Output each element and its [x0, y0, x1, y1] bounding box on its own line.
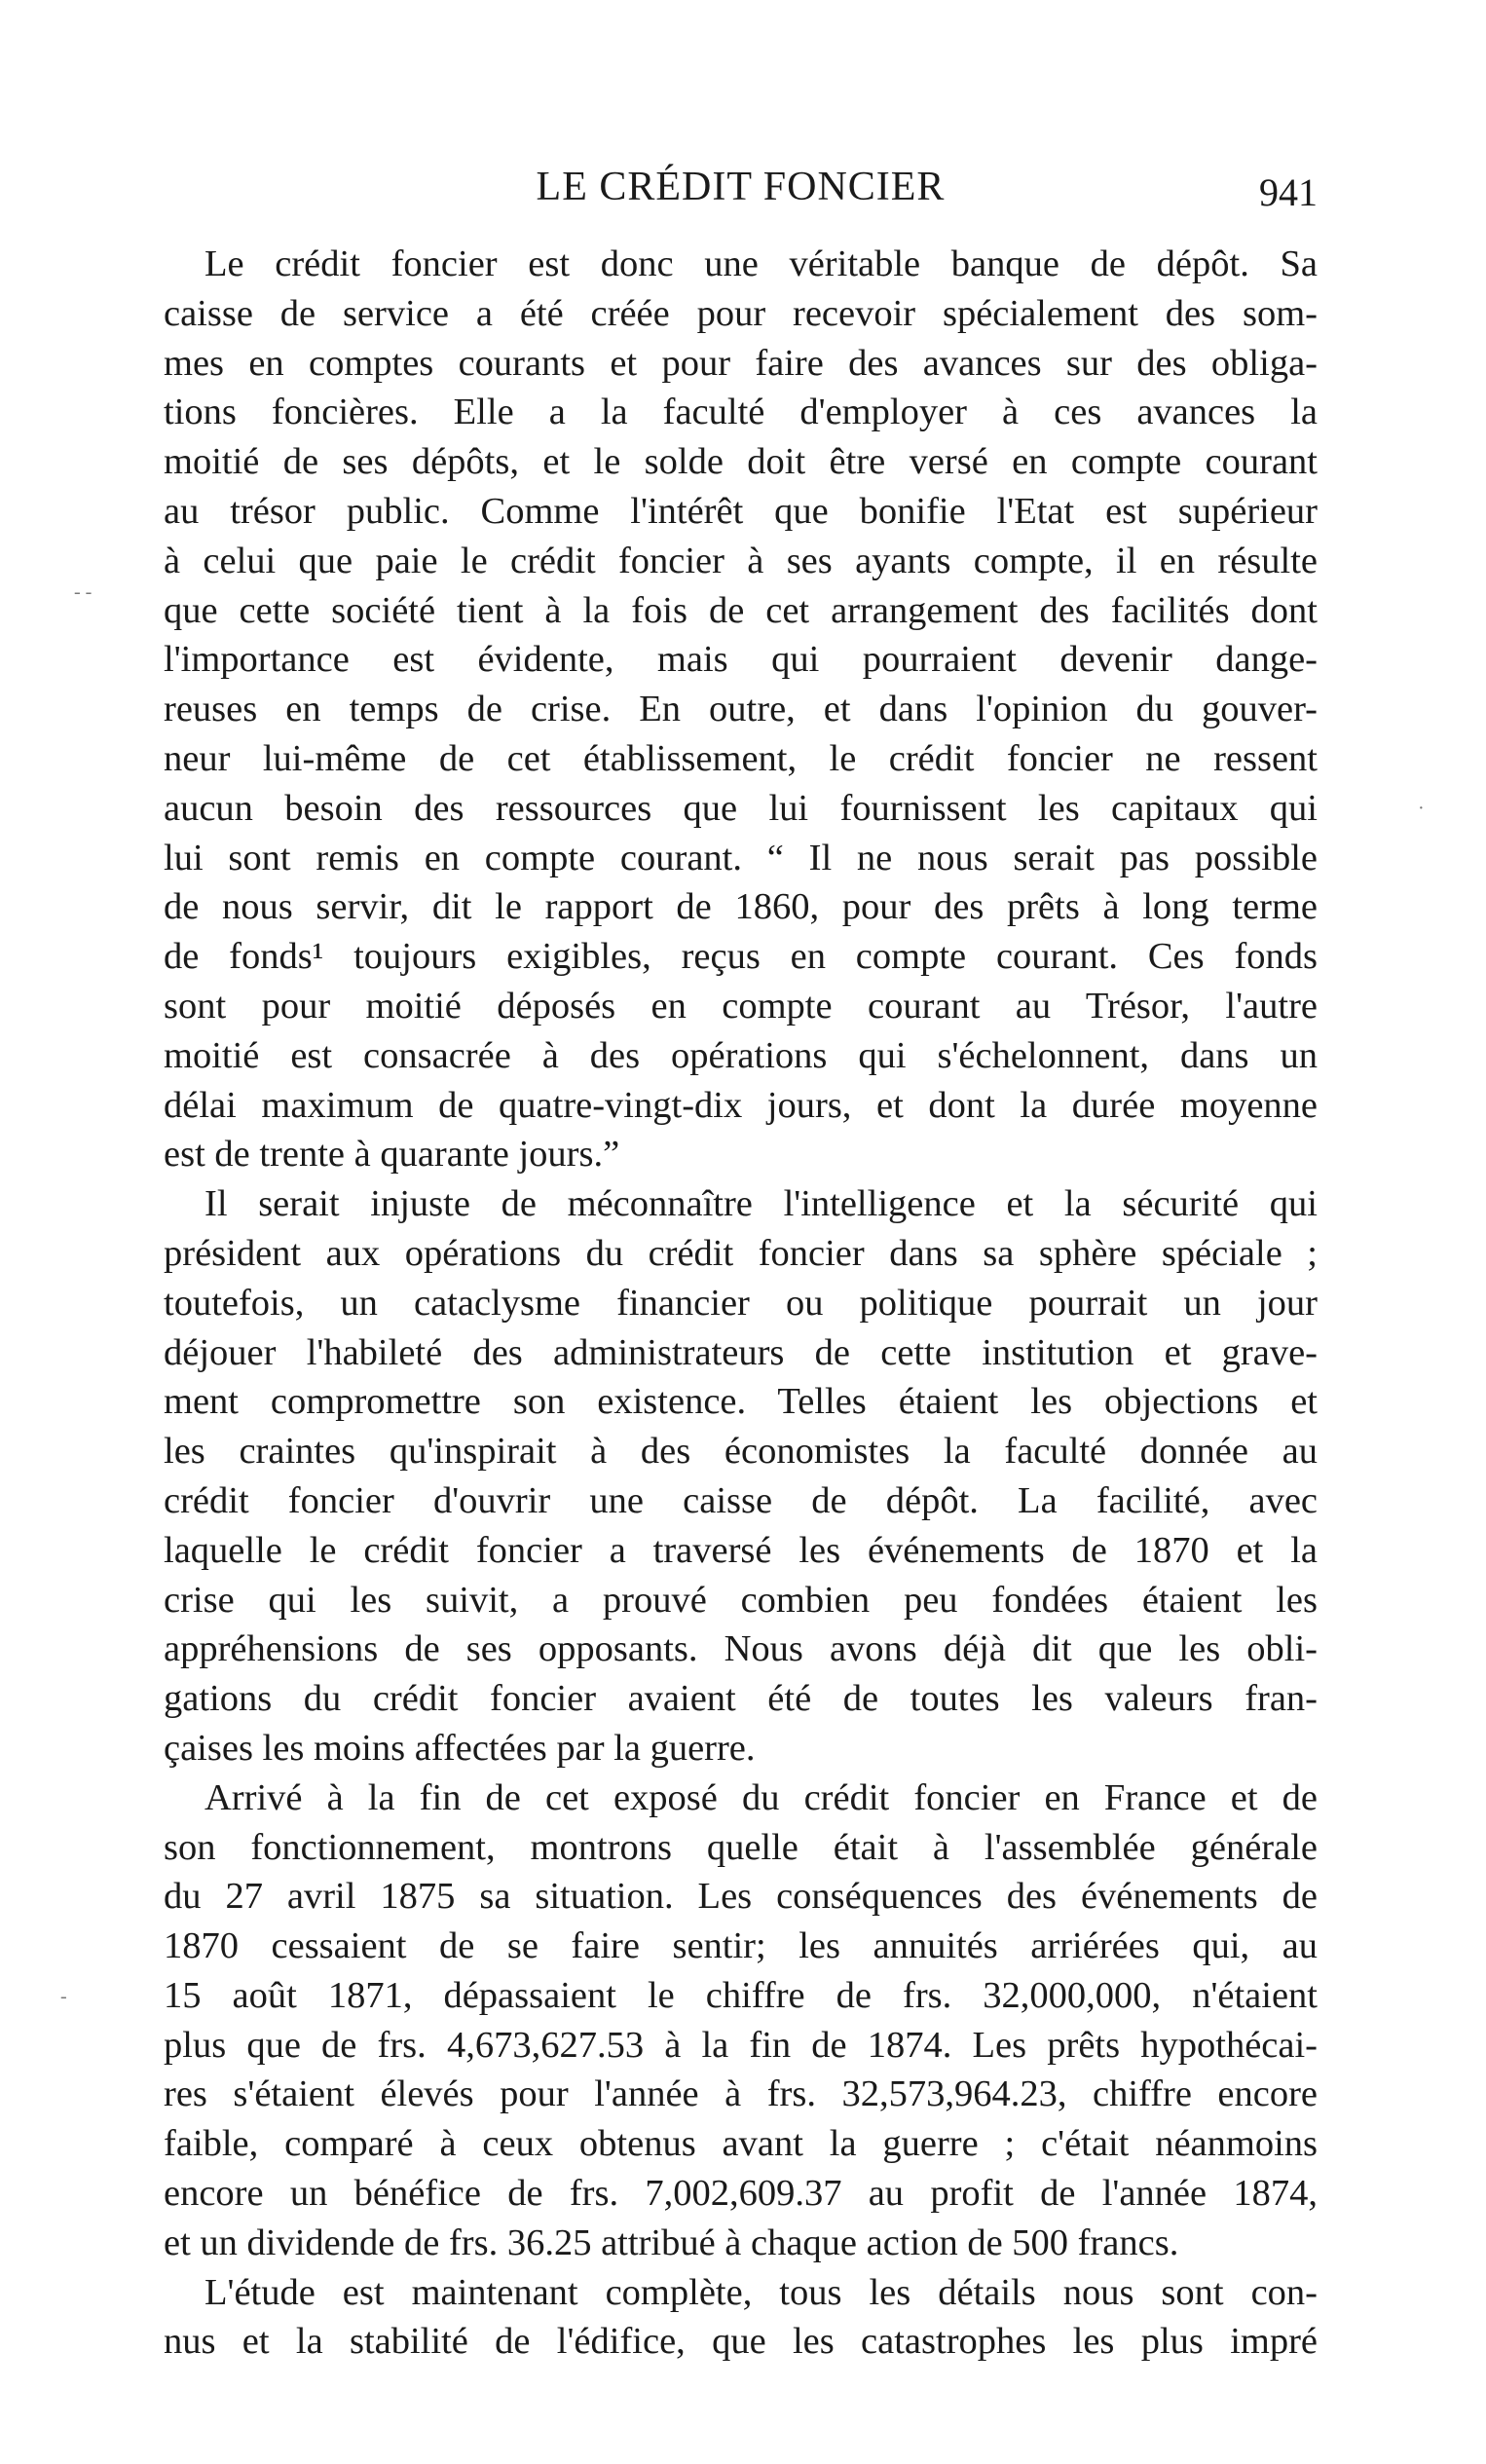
text-line: ment compromettre son existence. Telles étaient les objections et — [164, 1381, 1318, 1423]
text-line: du 27 avril 1875 sa situation. Les conséquences des événements de — [164, 1876, 1318, 1918]
margin-dash-mark: ‐ — [60, 1986, 67, 2007]
text-line: lui sont remis en compte courant. “ Il ne nous serait pas possible — [164, 837, 1318, 878]
text-line: aucun besoin des ressources que lui fournissent les capitaux qui — [164, 787, 1318, 829]
paragraph — [164, 1179, 1318, 1773]
text-line: crédit foncier d'ouvrir une caisse de dépôt. La facilité, avec — [164, 1479, 1318, 1521]
text-line: déjouer l'habileté des administrateurs de cette institution et grave- — [164, 1331, 1318, 1373]
text-line: président aux opérations du crédit foncier dans sa sphère spéciale ; — [164, 1232, 1318, 1274]
text-line: laquelle le crédit foncier a traversé les événements de 1870 et la — [164, 1529, 1318, 1571]
text-line: reuses en temps de crise. En outre, et dans l'opinion du gouver- — [164, 689, 1318, 730]
text-line: que cette société tient à la fois de cet arrangement des facilités dont — [164, 589, 1318, 631]
text-line: çaises les moins affectées par la guerre. — [164, 1727, 756, 1769]
text-line: nus et la stabilité de l'édifice, que les catastrophes les plus impré — [164, 2321, 1318, 2363]
text-line: encore un bénéfice de frs. 7,002,609.37 au profit de l'année 1874, — [164, 2173, 1318, 2215]
margin-dash-mark: ‐ ‐ — [74, 581, 93, 603]
text-line: de nous servir, dit le rapport de 1860, pour des prêts à long terme — [164, 886, 1318, 928]
body-text — [164, 240, 1318, 2367]
text-line: son fonctionnement, montrons quelle était à l'assemblée générale — [164, 1826, 1318, 1868]
text-line: gations du crédit foncier avaient été de toutes les valeurs fran- — [164, 1678, 1318, 1720]
paragraph — [164, 2268, 1318, 2368]
margin-dot-mark: · — [1418, 798, 1425, 819]
running-header — [164, 164, 1318, 222]
text-line: Le crédit foncier est donc une véritable banque de dépôt. Sa — [204, 243, 1318, 284]
text-line: 15 août 1871, dépassaient le chiffre de frs. 32,000,000, n'étaient — [164, 1974, 1318, 2016]
text-line: Arrivé à la fin de cet exposé du crédit foncier en France et de — [204, 1776, 1318, 1818]
text-line: délai maximum de quatre-vingt-dix jours, et dont la durée moyenne — [164, 1084, 1318, 1126]
text-line: Il serait injuste de méconnaître l'intelligence et la sécurité qui — [204, 1183, 1318, 1225]
text-line: 1870 cessaient de se faire sentir; les annuités arriérées qui, au — [164, 1925, 1318, 1967]
text-line: res s'étaient élevés pour l'année à frs. 32,573,964.23, chiffre encore — [164, 2073, 1318, 2115]
text-line: au trésor public. Comme l'intérêt que bonifie l'Etat est supérieur — [164, 490, 1318, 532]
text-line: sont pour moitié déposés en compte courant au Trésor, l'autre — [164, 985, 1318, 1027]
text-line: toutefois, un cataclysme financier ou politique pourrait un jour — [164, 1282, 1318, 1324]
text-line: L'étude est maintenant complète, tous les détails nous sont con- — [204, 2271, 1318, 2313]
text-line: crise qui les suivit, a prouvé combien peu fondées étaient les — [164, 1579, 1318, 1621]
paragraph — [164, 240, 1318, 1179]
text-line: appréhensions de ses opposants. Nous avons déjà dit que les obli- — [164, 1628, 1318, 1670]
text-line: mes en comptes courants et pour faire des avances sur des obliga- — [164, 342, 1318, 384]
text-line: caisse de service a été créée pour recevoir spécialement des som- — [164, 292, 1318, 334]
text-line: de fonds¹ toujours exigibles, reçus en compte courant. Ces fonds — [164, 936, 1318, 978]
running-title: LE CRÉDIT FONCIER — [536, 165, 946, 209]
page-number: 941 — [1259, 170, 1318, 214]
text-line: moitié est consacrée à des opérations qui s'échelonnent, dans un — [164, 1034, 1318, 1076]
text-line: l'importance est évidente, mais qui pourraient devenir dange- — [164, 639, 1318, 681]
text-line: moitié de ses dépôts, et le solde doit être versé en compte courant — [164, 441, 1318, 483]
text-line: à celui que paie le crédit foncier à ses ayants compte, il en résulte — [164, 540, 1318, 581]
text-line: neur lui-même de cet établissement, le crédit foncier ne ressent — [164, 737, 1318, 779]
text-line: est de trente à quarante jours.” — [164, 1134, 620, 1176]
text-line: tions foncières. Elle a la faculté d'employer à ces avances la — [164, 392, 1318, 433]
text-line: faible, comparé à ceux obtenus avant la guerre ; c'était néanmoins — [164, 2123, 1318, 2165]
paragraph — [164, 1773, 1318, 2268]
text-line: et un dividende de frs. 36.25 attribué à chaque action de 500 francs. — [164, 2221, 1179, 2263]
text-line: plus que de frs. 4,673,627.53 à la fin de 1874. Les prêts hypothécai- — [164, 2024, 1318, 2066]
text-line: les craintes qu'inspirait à des économistes la faculté donnée au — [164, 1431, 1318, 1473]
